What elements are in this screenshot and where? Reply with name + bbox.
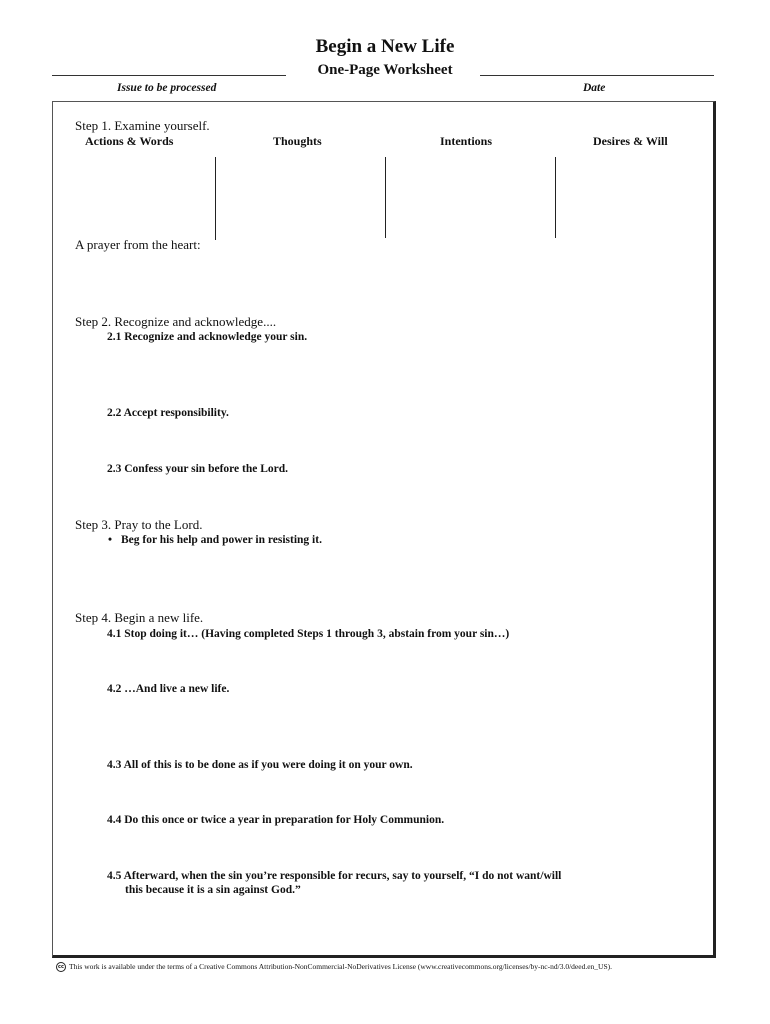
step4-item-4-3: 4.3 All of this is to be done as if you were doing it on your own. xyxy=(107,759,413,771)
bullet-icon: • xyxy=(108,534,113,546)
step2-item-2-1: 2.1 Recognize and acknowledge your sin. xyxy=(107,331,308,343)
step4-heading: Step 4. Begin a new life. xyxy=(75,610,204,625)
column-desires-will: Desires & Will xyxy=(593,134,668,148)
column-divider xyxy=(385,157,386,238)
step4-item-4-5-cont: this because it is a sin against God.” xyxy=(125,884,301,896)
step2-heading: Step 2. Recognize and acknowledge.... xyxy=(75,314,277,329)
date-label: Date xyxy=(583,82,606,94)
page-subtitle: One-Page Worksheet xyxy=(317,62,453,78)
issue-label: Issue to be processed xyxy=(117,82,217,94)
step4-item-4-5: 4.5 Afterward, when the sin you’re responsible for recurs, say to yourself, “I do not want/will xyxy=(107,870,562,882)
prayer-label: A prayer from the heart: xyxy=(75,237,201,252)
column-intentions: Intentions xyxy=(440,134,493,148)
step3-heading: Step 3. Pray to the Lord. xyxy=(75,517,203,532)
cc-icon: cc xyxy=(56,962,66,972)
column-thoughts: Thoughts xyxy=(273,134,322,148)
step3-bullet-text: Beg for his help and power in resisting it. xyxy=(121,534,322,546)
step4-item-4-4: 4.4 Do this once or twice a year in preparation for Holy Communion. xyxy=(107,814,445,826)
step1-heading: Step 1. Examine yourself. xyxy=(75,118,210,133)
column-divider xyxy=(555,157,556,238)
step2-item-2-2: 2.2 Accept responsibility. xyxy=(107,407,229,419)
step4-item-4-1: 4.1 Stop doing it… (Having completed Steps 1 through 3, abstain from your sin…) xyxy=(107,628,510,640)
date-underline[interactable] xyxy=(480,75,714,76)
license-footer xyxy=(56,962,612,972)
column-actions-words: Actions & Words xyxy=(85,134,174,148)
license-text[interactable]: This work is available under the terms of a Creative Commons Attribution-NonCommercial-NoDerivatives License (www.creativecommons.org/licenses/by-nc-nd/3.0/deed.en_US). xyxy=(69,962,612,971)
step2-item-2-3: 2.3 Confess your sin before the Lord. xyxy=(107,463,289,475)
step4-item-4-2: 4.2 …And live a new life. xyxy=(107,683,230,695)
page-title: Begin a New Life xyxy=(315,36,455,57)
column-divider xyxy=(215,157,216,240)
